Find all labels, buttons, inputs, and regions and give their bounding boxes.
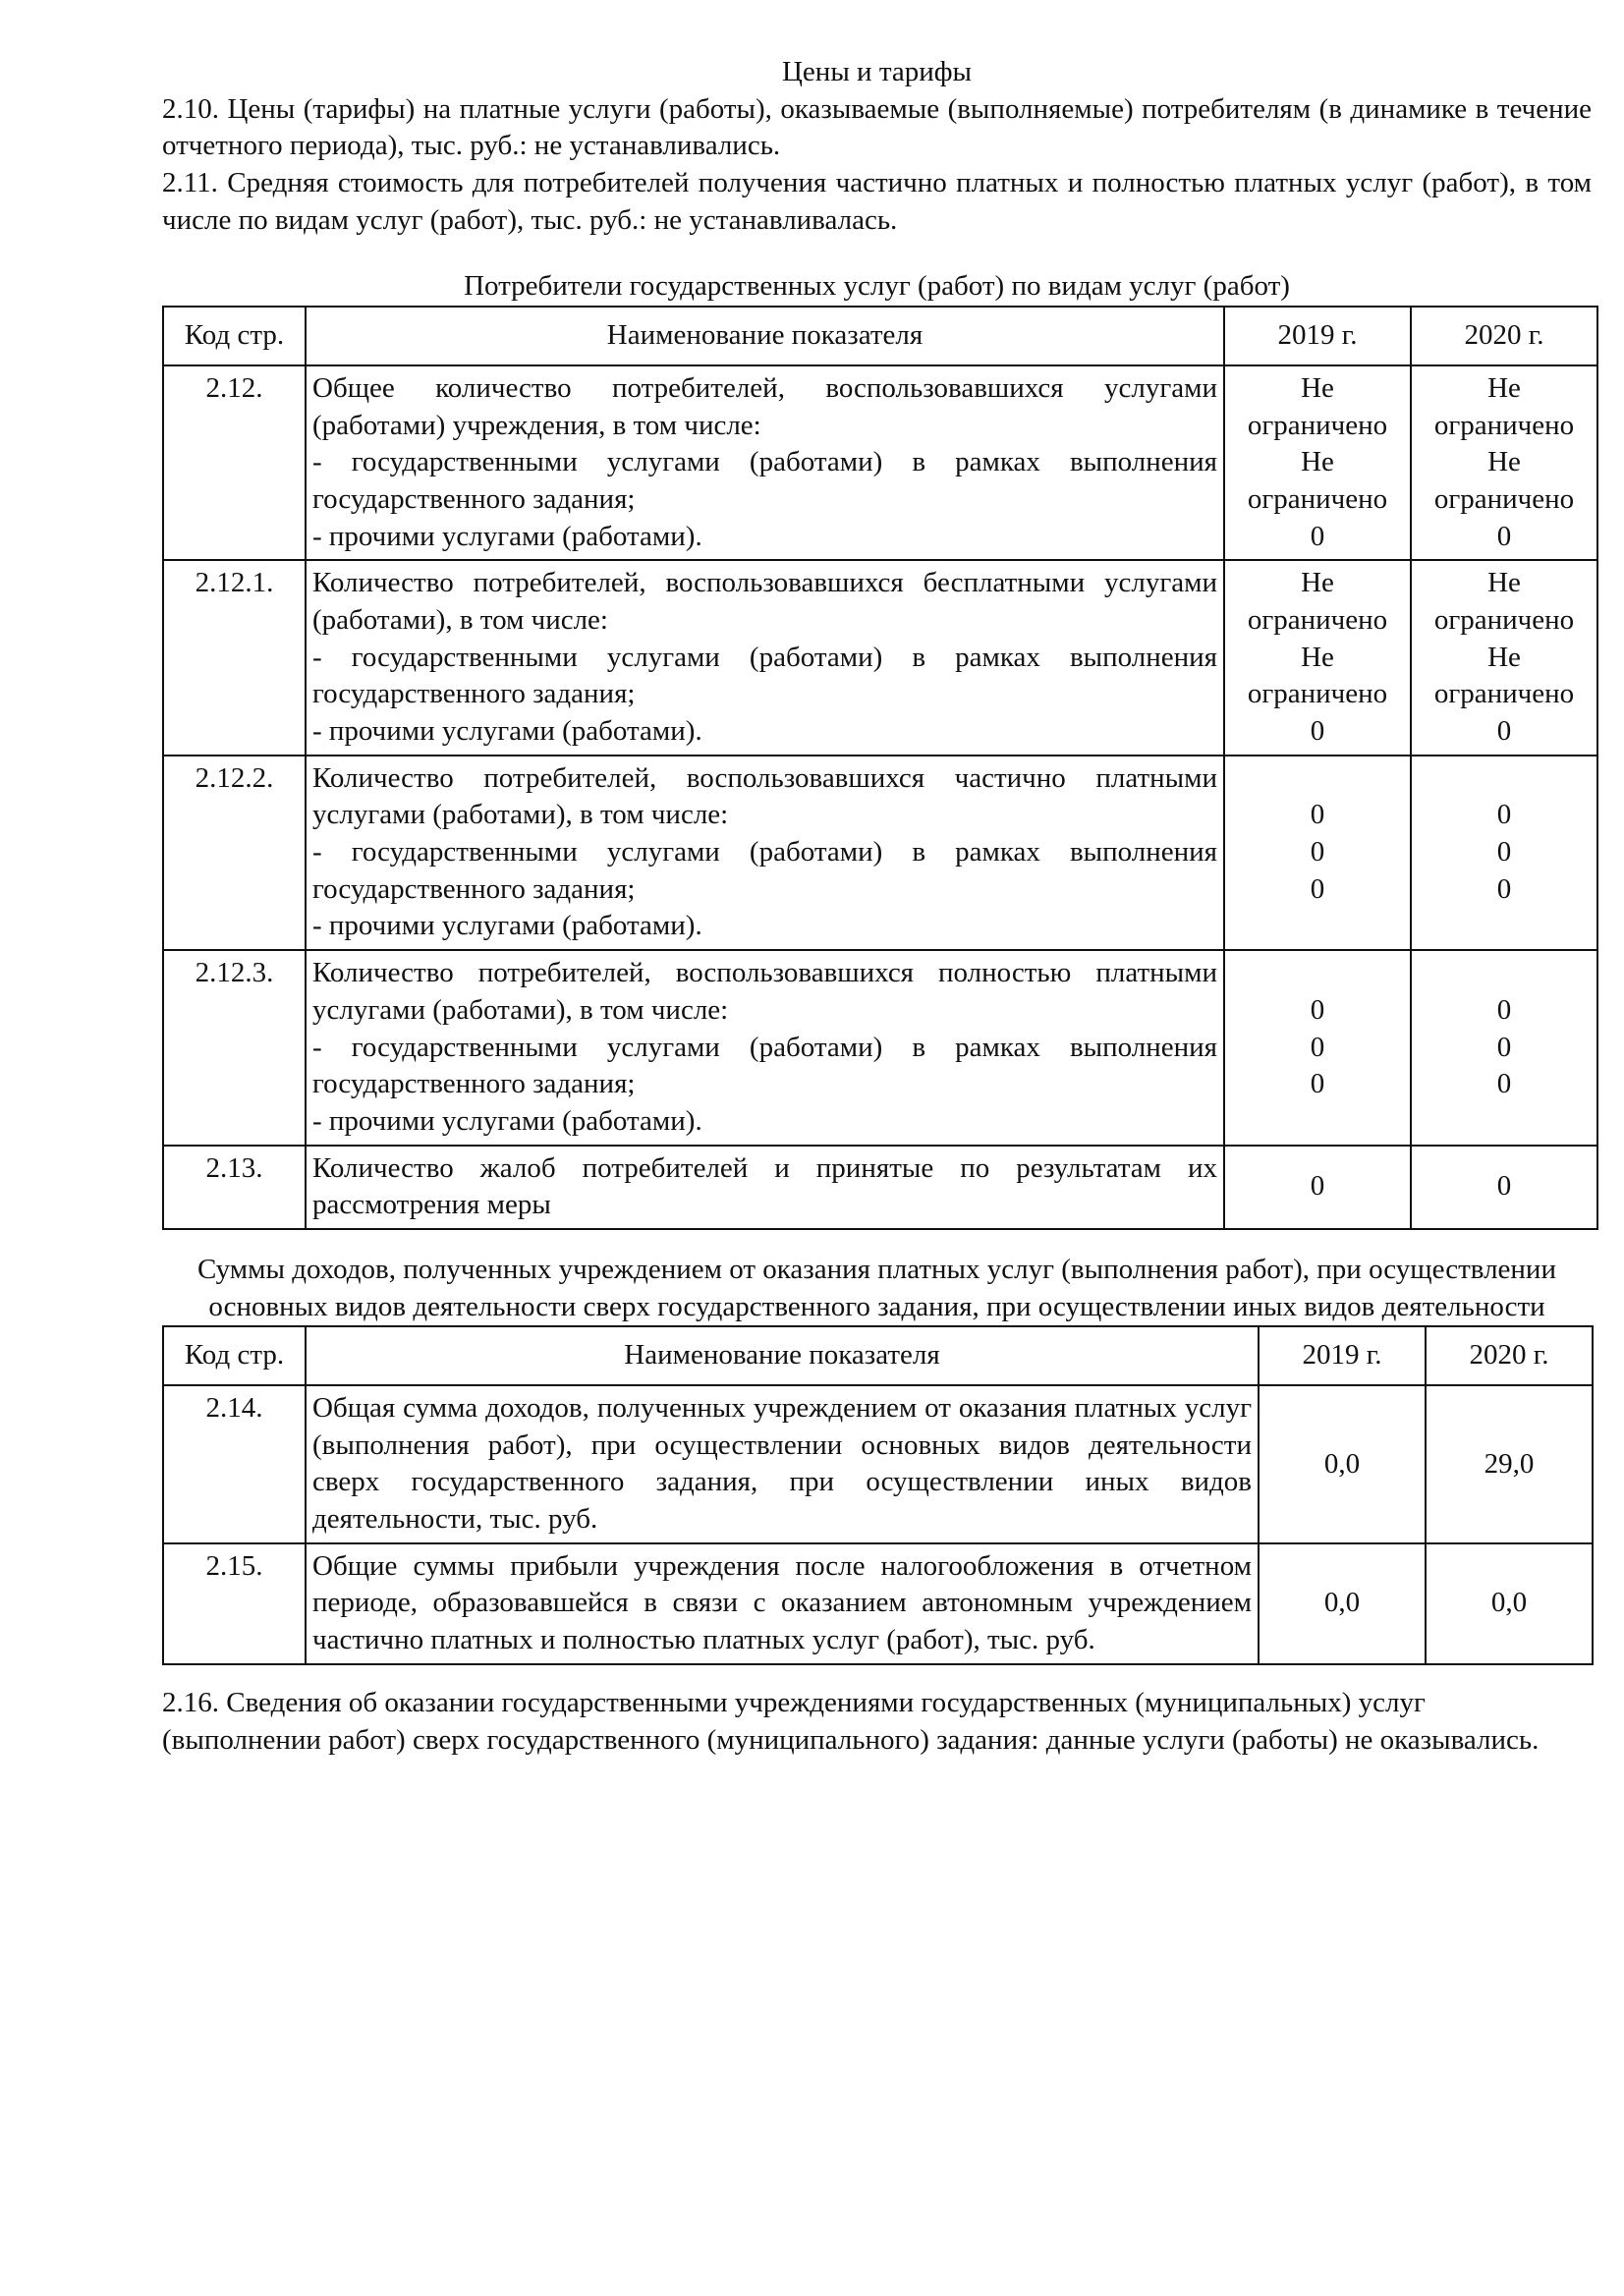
col-code: Код стр.: [163, 307, 306, 365]
table-row: [163, 950, 1597, 1145]
value: 0,0: [1490, 1587, 1528, 1619]
table-row: [163, 756, 1597, 950]
row-description: [306, 560, 1224, 755]
value: 0: [1496, 1170, 1512, 1203]
value-y2019: [1224, 756, 1411, 950]
description-line: - государственными услугами (работами) в рамках выполнения государственного задания;: [312, 836, 1217, 905]
row-code: 2.12.: [163, 365, 306, 560]
row-description: [306, 756, 1224, 950]
row-description: [306, 950, 1224, 1145]
row-code: 2.13.: [163, 1146, 306, 1229]
table-row: [163, 1146, 1597, 1229]
table-header-row: [163, 1326, 1593, 1385]
row-description: [306, 365, 1224, 560]
description-line: - прочими услугами (работами).: [312, 520, 702, 552]
col-2020: 2020 г.: [1411, 307, 1597, 365]
table-header-row: [163, 307, 1597, 365]
description-line: Общая сумма доходов, полученных учреждением от оказания платных услуг (выполнения работ), при осуществлении основных видов деятельности сверх государственного задания, при осуществлении иных видов деятельности, тыс. руб.: [312, 1392, 1252, 1536]
value: Не ограничено: [1247, 371, 1388, 441]
value-y2020: [1426, 1543, 1593, 1664]
table2-title: Суммы доходов, полученных учреждением от оказания платных услуг (выполнения работ), при осуществлении основных видов деятельности сверх государственного задания, при осуществлении иных видов деятельности: [197, 1253, 1556, 1322]
table1-title: Потребители государственных услуг (работ) по видам услуг (работ): [464, 270, 1290, 303]
col-name: Наименование показателя: [306, 307, 1224, 365]
value: Не ограничено: [1247, 567, 1388, 636]
row-code: 2.12.1.: [163, 560, 306, 755]
row-description: [306, 1543, 1259, 1664]
value: 0: [1496, 836, 1512, 868]
value-y2019: [1224, 560, 1411, 755]
description-line: Общее количество потребителей, воспользовавшихся услугами (работами) учреждения, в том числе:: [312, 371, 1217, 441]
value: Не ограничено: [1433, 567, 1575, 636]
paragraph-2-11: 2.11. Средняя стоимость для потребителей получения частично платных и полностью платных услуг (работ), в том числе по видам услуг (работ), тыс. руб.: не устанавливалась.: [162, 167, 1592, 236]
value-y2019: [1224, 950, 1411, 1145]
description-line: Количество жалоб потребителей и принятые по результатам их рассмотрения меры: [312, 1151, 1217, 1221]
description-line: - государственными услугами (работами) в рамках выполнения государственного задания;: [312, 446, 1217, 515]
value-y2019: [1224, 365, 1411, 560]
value: 0: [1496, 520, 1512, 552]
description-line: - прочими услугами (работами).: [312, 1104, 702, 1137]
value-y2019: [1259, 1543, 1426, 1664]
value-y2020: [1426, 1385, 1593, 1543]
description-line: - государственными услугами (работами) в рамках выполнения государственного задания;: [312, 1031, 1217, 1100]
income-table: [162, 1325, 1594, 1665]
row-code: 2.12.3.: [163, 950, 306, 1145]
paragraph-2-16: 2.16. Сведения об оказании государственными учреждениями государственных (муниципальных) услуг (выполнении работ) сверх государственного (муниципального) задания: данные услуги (работы) не оказывались.: [162, 1686, 1540, 1756]
col-2019: 2019 г.: [1224, 307, 1411, 365]
value-y2020: [1411, 950, 1597, 1145]
col-name: Наименование показателя: [306, 1326, 1259, 1385]
value: 0: [1310, 715, 1325, 747]
description-line: Количество потребителей, воспользовавшихся бесплатными услугами (работами), в том числе:: [312, 567, 1217, 636]
row-code: 2.14.: [163, 1385, 306, 1543]
value: Не ограничено: [1433, 371, 1575, 441]
value-y2019: [1224, 1146, 1411, 1229]
consumers-table: [162, 306, 1598, 1230]
description-line: Общие суммы прибыли учреждения после налогообложения в отчетном периоде, образовавшейся в связи с оказанием автономным учреждением частично платных и полностью платных услуг (работ), тыс. руб.: [312, 1549, 1252, 1656]
description-line: Количество потребителей, воспользовавшихся частично платными услугами (работами), в том числе:: [312, 761, 1217, 831]
value: 29,0: [1484, 1447, 1535, 1480]
value-y2020: [1411, 365, 1597, 560]
value: 0: [1496, 799, 1512, 831]
description-line: - прочими услугами (работами).: [312, 715, 702, 747]
value: 0: [1496, 1068, 1512, 1100]
value: Не ограничено: [1247, 446, 1388, 515]
col-2019: 2019 г.: [1259, 1326, 1426, 1385]
value: 0: [1310, 1068, 1325, 1100]
row-code: 2.15.: [163, 1543, 306, 1664]
document-page: [162, 54, 1592, 1759]
value: 0: [1496, 1031, 1512, 1063]
col-code: Код стр.: [163, 1326, 306, 1385]
table-row: [163, 1543, 1593, 1664]
value: 0: [1496, 715, 1512, 747]
description-line: - государственными услугами (работами) в рамках выполнения государственного задания;: [312, 641, 1217, 710]
value: Не ограничено: [1433, 446, 1575, 515]
value-y2019: [1259, 1385, 1426, 1543]
value: 0: [1496, 993, 1512, 1026]
paragraph-2-10: 2.10. Цены (тарифы) на платные услуги (работы), оказываемые (выполняемые) потребителям (в динамике в течение отчетного периода), тыс. руб.: не устанавливались.: [162, 92, 1592, 162]
value-y2020: [1411, 560, 1597, 755]
table-row: [163, 560, 1597, 755]
value: 0: [1310, 799, 1325, 831]
value: 0: [1310, 1031, 1325, 1063]
value: Не ограничено: [1247, 641, 1388, 710]
description-line: Количество потребителей, воспользовавшихся полностью платными услугами (работами), в том числе:: [312, 957, 1217, 1026]
row-code: 2.12.2.: [163, 756, 306, 950]
description-line: - прочими услугами (работами).: [312, 910, 702, 942]
row-description: [306, 1385, 1259, 1543]
section-title: Цены и тарифы: [781, 56, 973, 87]
row-description: [306, 1146, 1224, 1229]
value: 0: [1310, 836, 1325, 868]
value: 0: [1310, 1170, 1325, 1203]
value: 0,0: [1323, 1447, 1361, 1480]
value: 0: [1496, 872, 1512, 905]
value-y2020: [1411, 1146, 1597, 1229]
value: 0: [1310, 520, 1325, 552]
value: 0,0: [1323, 1587, 1361, 1619]
value-y2020: [1411, 756, 1597, 950]
value: 0: [1310, 872, 1325, 905]
value: Не ограничено: [1433, 641, 1575, 710]
value: 0: [1310, 993, 1325, 1026]
table-row: [163, 365, 1597, 560]
col-2020: 2020 г.: [1426, 1326, 1593, 1385]
table-row: [163, 1385, 1593, 1543]
